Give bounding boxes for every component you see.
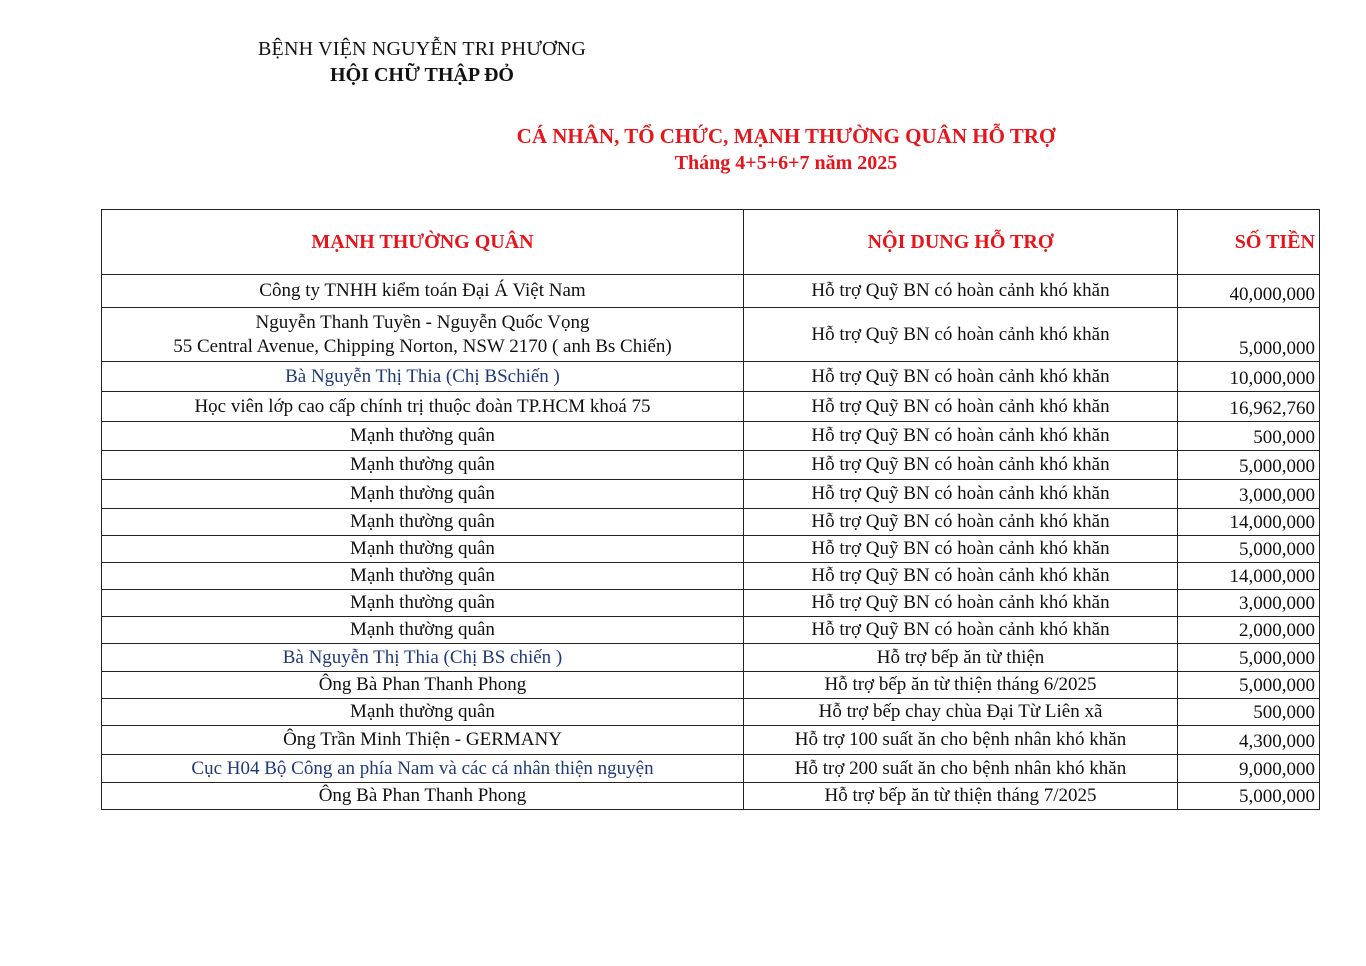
table-row [102, 509, 1320, 536]
support-content-cell: Hỗ trợ 100 suất ăn cho bệnh nhân khó khăn [744, 726, 1178, 755]
amount-cell: 14,000,000 [1178, 563, 1320, 590]
document-title [436, 122, 1136, 176]
donor-name-line: 55 Central Avenue, Chipping Norton, NSW 2170 ( anh Bs Chiến) [173, 335, 672, 357]
support-content-cell: Hỗ trợ Quỹ BN có hoàn cảnh khó khăn [744, 451, 1178, 480]
support-content-cell: Hỗ trợ Quỹ BN có hoàn cảnh khó khăn [744, 392, 1178, 422]
donor-cell [102, 617, 744, 644]
table-row [102, 362, 1320, 392]
donor-name-line: Ông Bà Phan Thanh Phong [318, 785, 527, 806]
support-content-cell: Hỗ trợ Quỹ BN có hoàn cảnh khó khăn [744, 480, 1178, 509]
donor-cell [102, 422, 744, 451]
amount-cell: 5,000,000 [1178, 672, 1320, 699]
table-row [102, 536, 1320, 563]
donor-cell [102, 699, 744, 726]
donor-name-line: Ông Bà Phan Thanh Phong [318, 674, 527, 695]
support-content-cell: Hỗ trợ Quỹ BN có hoàn cảnh khó khăn [744, 422, 1178, 451]
amount-cell: 14,000,000 [1178, 509, 1320, 536]
donor-name-line: Mạnh thường quân [350, 425, 495, 446]
donor-cell [102, 509, 744, 536]
organization-header [222, 36, 622, 88]
donor-name-line: Công ty TNHH kiểm toán Đại Á Việt Nam [259, 280, 586, 301]
table-row [102, 590, 1320, 617]
organization-name: HỘI CHỮ THẬP ĐỎ [330, 64, 514, 86]
donor-cell [102, 392, 744, 422]
support-content-cell: Hỗ trợ Quỹ BN có hoàn cảnh khó khăn [744, 590, 1178, 617]
donor-cell [102, 726, 744, 755]
amount-cell: 500,000 [1178, 699, 1320, 726]
donor-name-line: Nguyễn Thanh Tuyền - Nguyễn Quốc Vọng [255, 311, 590, 333]
amount-cell: 5,000,000 [1178, 451, 1320, 480]
support-content-cell: Hỗ trợ bếp ăn từ thiện tháng 6/2025 [744, 672, 1178, 699]
donor-cell [102, 644, 744, 672]
donor-name-line: Bà Nguyễn Thị Thia (Chị BSchiến ) [285, 365, 560, 387]
donor-cell [102, 563, 744, 590]
donor-name-line: Mạnh thường quân [350, 511, 495, 532]
support-content-cell: Hỗ trợ bếp ăn từ thiện tháng 7/2025 [744, 783, 1178, 810]
donor-cell [102, 451, 744, 480]
donor-cell [102, 590, 744, 617]
support-content-cell: Hỗ trợ bếp chay chùa Đại Từ Liên xã [744, 699, 1178, 726]
amount-cell: 9,000,000 [1178, 755, 1320, 783]
donor-name-line: Ông Trần Minh Thiện - GERMANY [283, 729, 562, 750]
support-content-cell: Hỗ trợ Quỹ BN có hoàn cảnh khó khăn [744, 308, 1178, 362]
table-body [102, 275, 1320, 810]
donor-name-line: Bà Nguyễn Thị Thia (Chị BS chiến ) [282, 646, 563, 668]
donor-cell [102, 362, 744, 392]
support-content-cell: Hỗ trợ Quỹ BN có hoàn cảnh khó khăn [744, 509, 1178, 536]
amount-cell: 3,000,000 [1178, 590, 1320, 617]
table-row [102, 563, 1320, 590]
donor-name-line: Cục H04 Bộ Công an phía Nam và các cá nhân thiện nguyện [191, 757, 654, 779]
donor-name-line: Mạnh thường quân [350, 454, 495, 475]
table-row [102, 783, 1320, 810]
table-row [102, 644, 1320, 672]
table-row [102, 275, 1320, 308]
amount-cell: 5,000,000 [1178, 783, 1320, 810]
amount-cell: 2,000,000 [1178, 617, 1320, 644]
donor-cell [102, 755, 744, 783]
support-content-cell: Hỗ trợ 200 suất ăn cho bệnh nhân khó khăn [744, 755, 1178, 783]
table-header-row [102, 210, 1320, 275]
table-row [102, 308, 1320, 362]
donor-cell [102, 783, 744, 810]
title-main: CÁ NHÂN, TỔ CHỨC, MẠNH THƯỜNG QUÂN HỖ TRỢ [516, 124, 1056, 148]
amount-cell: 3,000,000 [1178, 480, 1320, 509]
donor-name-line: Mạnh thường quân [350, 538, 495, 559]
column-header-donor: MẠNH THƯỜNG QUÂN [102, 210, 744, 275]
amount-cell: 500,000 [1178, 422, 1320, 451]
support-content-cell: Hỗ trợ Quỹ BN có hoàn cảnh khó khăn [744, 617, 1178, 644]
table-row [102, 726, 1320, 755]
support-content-cell: Hỗ trợ bếp ăn từ thiện [744, 644, 1178, 672]
amount-cell: 5,000,000 [1178, 308, 1320, 362]
hospital-name: BỆNH VIỆN NGUYỄN TRI PHƯƠNG [258, 38, 586, 60]
amount-cell: 5,000,000 [1178, 536, 1320, 563]
amount-cell: 5,000,000 [1178, 644, 1320, 672]
donors-table [101, 209, 1320, 810]
donor-name-line: Mạnh thường quân [350, 592, 495, 613]
table-row [102, 422, 1320, 451]
donor-name-line: Mạnh thường quân [350, 619, 495, 640]
column-header-content: NỘI DUNG HỖ TRỢ [744, 210, 1178, 275]
column-header-amount: SỐ TIỀN [1178, 210, 1320, 275]
donor-cell [102, 672, 744, 699]
donor-name-line: Mạnh thường quân [350, 483, 495, 504]
donor-name-line: Học viên lớp cao cấp chính trị thuộc đoàn TP.HCM khoá 75 [194, 395, 651, 417]
donor-name-line: Mạnh thường quân [350, 565, 495, 586]
table-row [102, 480, 1320, 509]
donor-cell [102, 308, 744, 362]
donor-cell [102, 275, 744, 308]
support-content-cell: Hỗ trợ Quỹ BN có hoàn cảnh khó khăn [744, 362, 1178, 392]
table-row [102, 699, 1320, 726]
amount-cell: 10,000,000 [1178, 362, 1320, 392]
table-row [102, 451, 1320, 480]
table-row [102, 617, 1320, 644]
amount-cell: 16,962,760 [1178, 392, 1320, 422]
title-period: Tháng 4+5+6+7 năm 2025 [674, 152, 898, 174]
support-content-cell: Hỗ trợ Quỹ BN có hoàn cảnh khó khăn [744, 536, 1178, 563]
donor-cell [102, 480, 744, 509]
support-content-cell: Hỗ trợ Quỹ BN có hoàn cảnh khó khăn [744, 275, 1178, 308]
donor-name-line: Mạnh thường quân [350, 701, 495, 722]
donor-cell [102, 536, 744, 563]
table-row [102, 392, 1320, 422]
table-row [102, 672, 1320, 699]
amount-cell: 4,300,000 [1178, 726, 1320, 755]
table-row [102, 755, 1320, 783]
support-content-cell: Hỗ trợ Quỹ BN có hoàn cảnh khó khăn [744, 563, 1178, 590]
amount-cell: 40,000,000 [1178, 275, 1320, 308]
